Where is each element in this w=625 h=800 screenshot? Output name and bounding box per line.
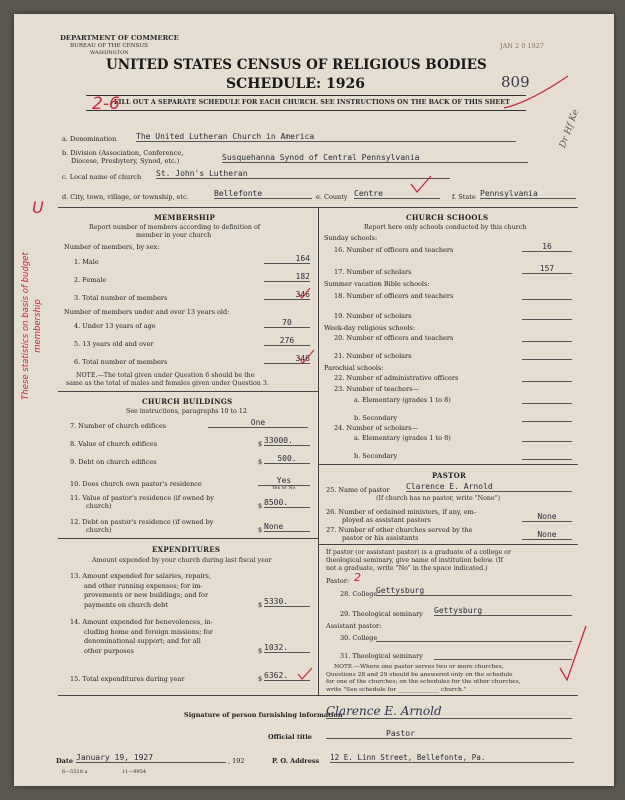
division-label-2: Diocese, Presbytery, Synod, etc.) [71,157,180,165]
q11-dollar: $ [258,502,263,510]
q4-value: 70 [264,318,310,328]
schools-heading: CHURCH SCHOOLS [406,213,489,222]
q30-blank [376,633,572,642]
q25-value: Clarence E. Arnold [406,482,572,492]
q29-value: Gettysburg [434,606,572,616]
q8-value: 33000. [264,436,310,446]
county-value: Centre [354,189,440,199]
census-form [14,14,614,786]
po-address-label: P. O. Address [272,757,320,765]
right-margin-note: Dr Hf Ke [558,108,582,150]
q24b-label: b. Secondary [354,452,398,460]
q11-value: 8500. [264,498,310,508]
buildings-heading: CHURCH BUILDINGS [142,397,233,406]
q23b-blank [522,412,572,422]
q27-label-2: pastor or his assistants [342,534,419,542]
city-label: WASHINGTON [90,50,129,56]
q12-value: None [264,522,310,532]
red-check-q6 [296,348,316,366]
q21-blank [522,350,572,360]
q26-label: 26. Number of ordained ministers, if any, em- [326,508,477,516]
membership-intro-2: member in your church [136,232,212,239]
q26-label-2: ployed as assistant pastors [342,516,431,524]
red-check-q3 [296,286,312,300]
form-title: UNITED STATES CENSUS OF RELIGIOUS BODIES [106,57,487,73]
red-check-pastor [558,624,588,684]
red-mark-2-6: 2-6 [92,94,120,114]
red-check-county [409,174,433,196]
bureau-label: BUREAU OF THE CENSUS [70,43,149,49]
assistant-sublabel: Assistant pastor: [326,622,382,630]
divider-graduate [318,544,578,545]
official-title-label: Official title [268,733,312,741]
q27-label: 27. Number of other churches served by the [326,526,473,534]
q24a-label: a. Elementary (grades 1 to 8) [354,434,451,442]
schedule-number: 809 [501,73,530,91]
q13-label: 13. Amount expended for salaries, repairs, and other running expenses; for im- provements or new buildings; and for payments on church debt [70,572,211,609]
graduate-text-2: theological seminary, give name of institution below. (If [326,557,504,564]
q12-label-2: church) [86,526,112,534]
q9-dollar: $ [258,458,263,466]
q17-label: 17. Number of scholars [334,268,412,276]
q23b-label: b. Secondary [354,414,398,422]
buildings-sub: See instructions, paragraphs 10 to 12 [126,408,247,415]
column-divider [318,207,319,695]
local-name-value: St. John's Lutheran [156,169,450,179]
schools-sub: Report here only schools conducted by this church [364,224,527,231]
membership-intro-1: Report number of members according to definition of [89,224,261,231]
membership-note-2: same as the total of males and females given under Question 3. [66,380,269,387]
q23a-blank [522,394,572,404]
q2-label: 2. Female [74,276,107,284]
q16-label: 16. Number of officers and teachers [334,246,454,254]
q8-label: 8. Value of church edifices [70,440,158,448]
q8-dollar: $ [258,440,263,448]
q17-value: 157 [522,264,572,274]
divider-footer [58,695,578,696]
form-number: 6—5518 a [62,769,88,775]
membership-heading: MEMBERSHIP [154,213,216,222]
q22-label: 22. Number of administrative officers [334,374,459,382]
county-label: e. County [316,193,348,201]
q24a-blank [522,432,572,442]
q11-label-2: church) [86,502,112,510]
sunday-label: Sunday schools: [324,234,378,242]
q6-label: 6. Total number of members [74,358,168,366]
expenditures-sub: Amount expended by your church during last fiscal year [92,557,272,564]
q15-label: 15. Total expenditures during year [70,675,185,683]
q10-label: 10. Does church own pastor's residence [70,480,202,488]
q5-label: 5. 13 years old and over [74,340,154,348]
signature-value: Clarence E. Arnold [326,704,572,719]
red-mark-2: 2 [354,571,361,584]
signature-label: Signature of person furnishing information [184,711,343,719]
membership-note-1: NOTE.—The total given under Question 6 should be the [76,372,255,379]
q3-label: 3. Total number of members [74,294,168,302]
q23-label: 23. Number of teachers— [334,385,419,393]
expenditures-heading: EXPENDITURES [152,545,221,554]
q10-value: Yes [258,476,310,486]
q27-value: None [522,530,572,540]
official-title-value: Pastor [326,729,572,739]
q21-label: 21. Number of scholars [334,352,412,360]
q18-label: 18. Number of officers and teachers [334,292,454,300]
q4-label: 4. Under 13 years of age [74,322,156,330]
q18-blank [522,290,572,300]
state-label: f. State [452,193,476,201]
q7-value: One [208,418,308,428]
date-value: January 19, 1927 [76,753,226,763]
q9-value: 500. [264,454,310,464]
red-letter-mark: U [32,198,44,217]
q5-value: 276 [264,336,310,346]
q1-label: 1. Male [74,258,99,266]
q9-label: 9. Debt on church edifices [70,458,157,466]
division-label: b. Division (Association, Conference, [62,149,184,157]
q14-label: 14. Amount expended for benevolences, in- cluding home and foreign missions; for denominational support; and for all other purposes [70,618,213,655]
q24-label: 24. Number of scholars— [334,424,418,432]
q15-value: 6362. [264,671,310,681]
pastor-note: NOTE.—Where one pastor serves two or more churches, Questions 28 and 29 should be answered only on the schedule for one of the churches; on the schedules for the other churches, write "See schedule for ______________ church." [326,664,521,693]
date-stamp: JAN 2 0 1927 [500,42,544,50]
q30-label: 30. College [340,634,378,642]
instruction-text: FILL OUT A SEPARATE SCHEDULE FOR EACH CHURCH. SEE INSTRUCTIONS ON THE BACK OF THIS SHEET [114,98,510,106]
q28-value: Gettysburg [376,586,572,596]
q13-value: 5330. [264,597,310,607]
date-label: Date [56,757,73,765]
city-label-field: d. City, town, village, or township, etc. [62,193,189,201]
q7-label: 7. Number of church edifices [70,422,167,430]
graduate-text-1: If pastor (or assistant pastor) is a graduate of a college or [326,549,511,556]
divider-expenditures [58,538,318,539]
q12-label: 12. Debt on pastor's residence (if owned by [70,518,214,526]
q25-label: 25. Name of pastor [326,486,390,494]
q3-value: 346 [264,290,310,300]
q23a-label: a. Elementary (grades 1 to 8) [354,396,451,404]
division-value: Susquehanna Synod of Central Pennsylvania [222,153,528,163]
q2-value: 182 [264,272,310,282]
q11-label: 11. Value of pastor's residence (if owned by [70,494,214,502]
city-value: Bellefonte [214,189,312,199]
yes-no-hint: Yes or No [272,486,296,491]
q16-value: 16 [522,242,572,252]
q14-value: 1032. [264,643,310,653]
local-name-label: c. Local name of church [62,173,142,181]
q22-blank [522,372,572,382]
q20-label: 20. Number of officers and teachers [334,334,454,342]
parochial-label: Parochial schools: [324,364,384,372]
q13-dollar: $ [258,601,263,609]
pastor-sublabel: Pastor: [326,577,350,585]
graduate-text-3: not a graduate, write "No" in the space indicated.) [326,565,488,572]
weekday-label: Week-day religious schools: [324,324,416,332]
schedule-title: SCHEDULE: 1926 [226,76,366,92]
divider-buildings [58,391,318,392]
pastor-heading: PASTOR [432,471,467,480]
denomination-label: a. Denomination [62,135,117,143]
date-suffix: , 192 [228,757,245,765]
q1-value: 164 [264,254,310,264]
q24b-blank [522,450,572,460]
state-value: Pennsylvania [480,189,576,199]
q28-label: 28. College [340,590,378,598]
age-label: Number of members under and over 13 years old: [64,308,230,316]
q12-dollar: $ [258,526,263,534]
vacation-label: Summer vacation Bible schools: [324,280,430,288]
denomination-value: The United Lutheran Church in America [136,132,516,142]
q26-value: None [522,512,572,522]
q6-value: 346 [264,354,310,364]
q29-label: 29. Theological seminary [340,610,423,618]
form-number-2: 11—9954 [122,769,147,775]
by-sex-label: Number of members, by sex: [64,243,160,251]
q19-label: 19. Number of scholars [334,312,412,320]
q15-dollar: $ [258,675,263,683]
q20-blank [522,332,572,342]
department-label: DEPARTMENT OF COMMERCE [60,34,179,42]
side-annotation: These statistics on basis of budget membership [21,252,43,400]
divider-pastor [318,464,578,465]
po-address-value: 12 E. Linn Street, Bellefonte, Pa. [330,753,574,763]
red-check-q15 [296,666,314,682]
q31-blank [434,651,572,660]
q14-dollar: $ [258,647,263,655]
q19-blank [522,310,572,320]
q31-label: 31. Theological seminary [340,652,423,660]
q25-sub: (If church has no pastor, write "None") [376,495,501,502]
